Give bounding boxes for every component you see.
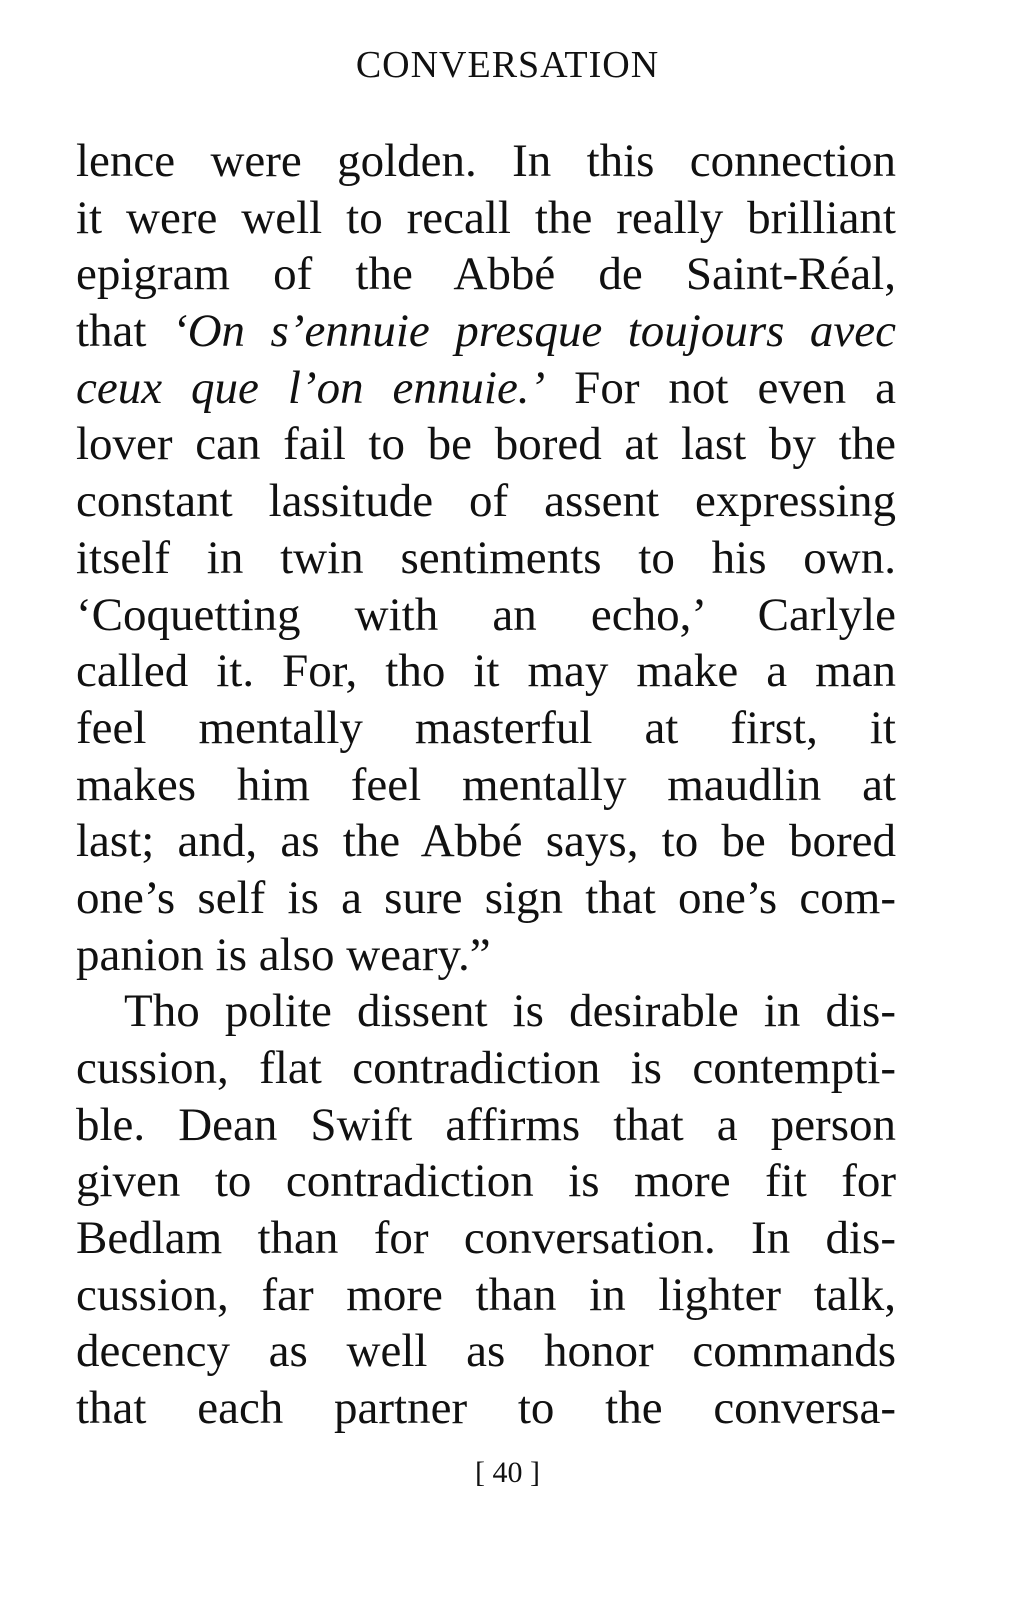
text-line: called it. For, tho it may make a man bbox=[76, 645, 896, 698]
text-line: last; and, as the Abbé says, to be bored bbox=[76, 815, 896, 868]
text-line: lover can fail to be bored at last by the bbox=[76, 418, 896, 471]
text-line: Bedlam than for conversation. In dis- bbox=[76, 1212, 896, 1265]
page-number: [ 40 ] bbox=[475, 1456, 540, 1489]
text-segment: For not even a bbox=[545, 361, 896, 414]
text-segment: that bbox=[76, 305, 172, 358]
text-line: cussion, far more than in lighter talk, bbox=[76, 1268, 896, 1321]
text-line: makes him feel mentally maudlin at bbox=[76, 758, 896, 811]
text-line: feel mentally masterful at first, it bbox=[76, 701, 896, 754]
text-line-paragraph-end: panion is also weary.” bbox=[76, 928, 491, 981]
text-line bbox=[76, 303, 896, 360]
text-line: decency as well as honor commands bbox=[76, 1325, 896, 1378]
text-line-paragraph-start: Tho polite dissent is desirable in dis- bbox=[124, 985, 896, 1038]
text-line: that each partner to the conversa- bbox=[76, 1382, 896, 1435]
text-line: itself in twin sentiments to his own. bbox=[76, 531, 896, 584]
text-line: lence were golden. In this connection bbox=[76, 135, 896, 187]
text-line: ‘Coquetting with an echo,’ Carlyle bbox=[76, 588, 896, 641]
text-line: epigram of the Abbé de Saint-Réal, bbox=[76, 248, 896, 301]
running-title: CONVERSATION bbox=[355, 44, 660, 86]
text-line: constant lassitude of assent expressing bbox=[76, 475, 896, 528]
italic-quote: ‘On s’ennuie presque toujours avec bbox=[171, 305, 896, 358]
text-line: ble. Dean Swift affirms that a person bbox=[76, 1098, 896, 1151]
text-line: it were well to recall the really brilliant bbox=[76, 191, 896, 244]
text-line: one’s self is a sure sign that one’s com- bbox=[76, 871, 896, 924]
text-line bbox=[76, 360, 896, 417]
text-line: cussion, flat contradiction is contempti- bbox=[76, 1042, 896, 1094]
text-line: given to contradiction is more fit for bbox=[76, 1155, 896, 1208]
italic-quote: ceux que l’on ennuie.’ bbox=[76, 361, 546, 414]
body-text bbox=[76, 133, 896, 1437]
